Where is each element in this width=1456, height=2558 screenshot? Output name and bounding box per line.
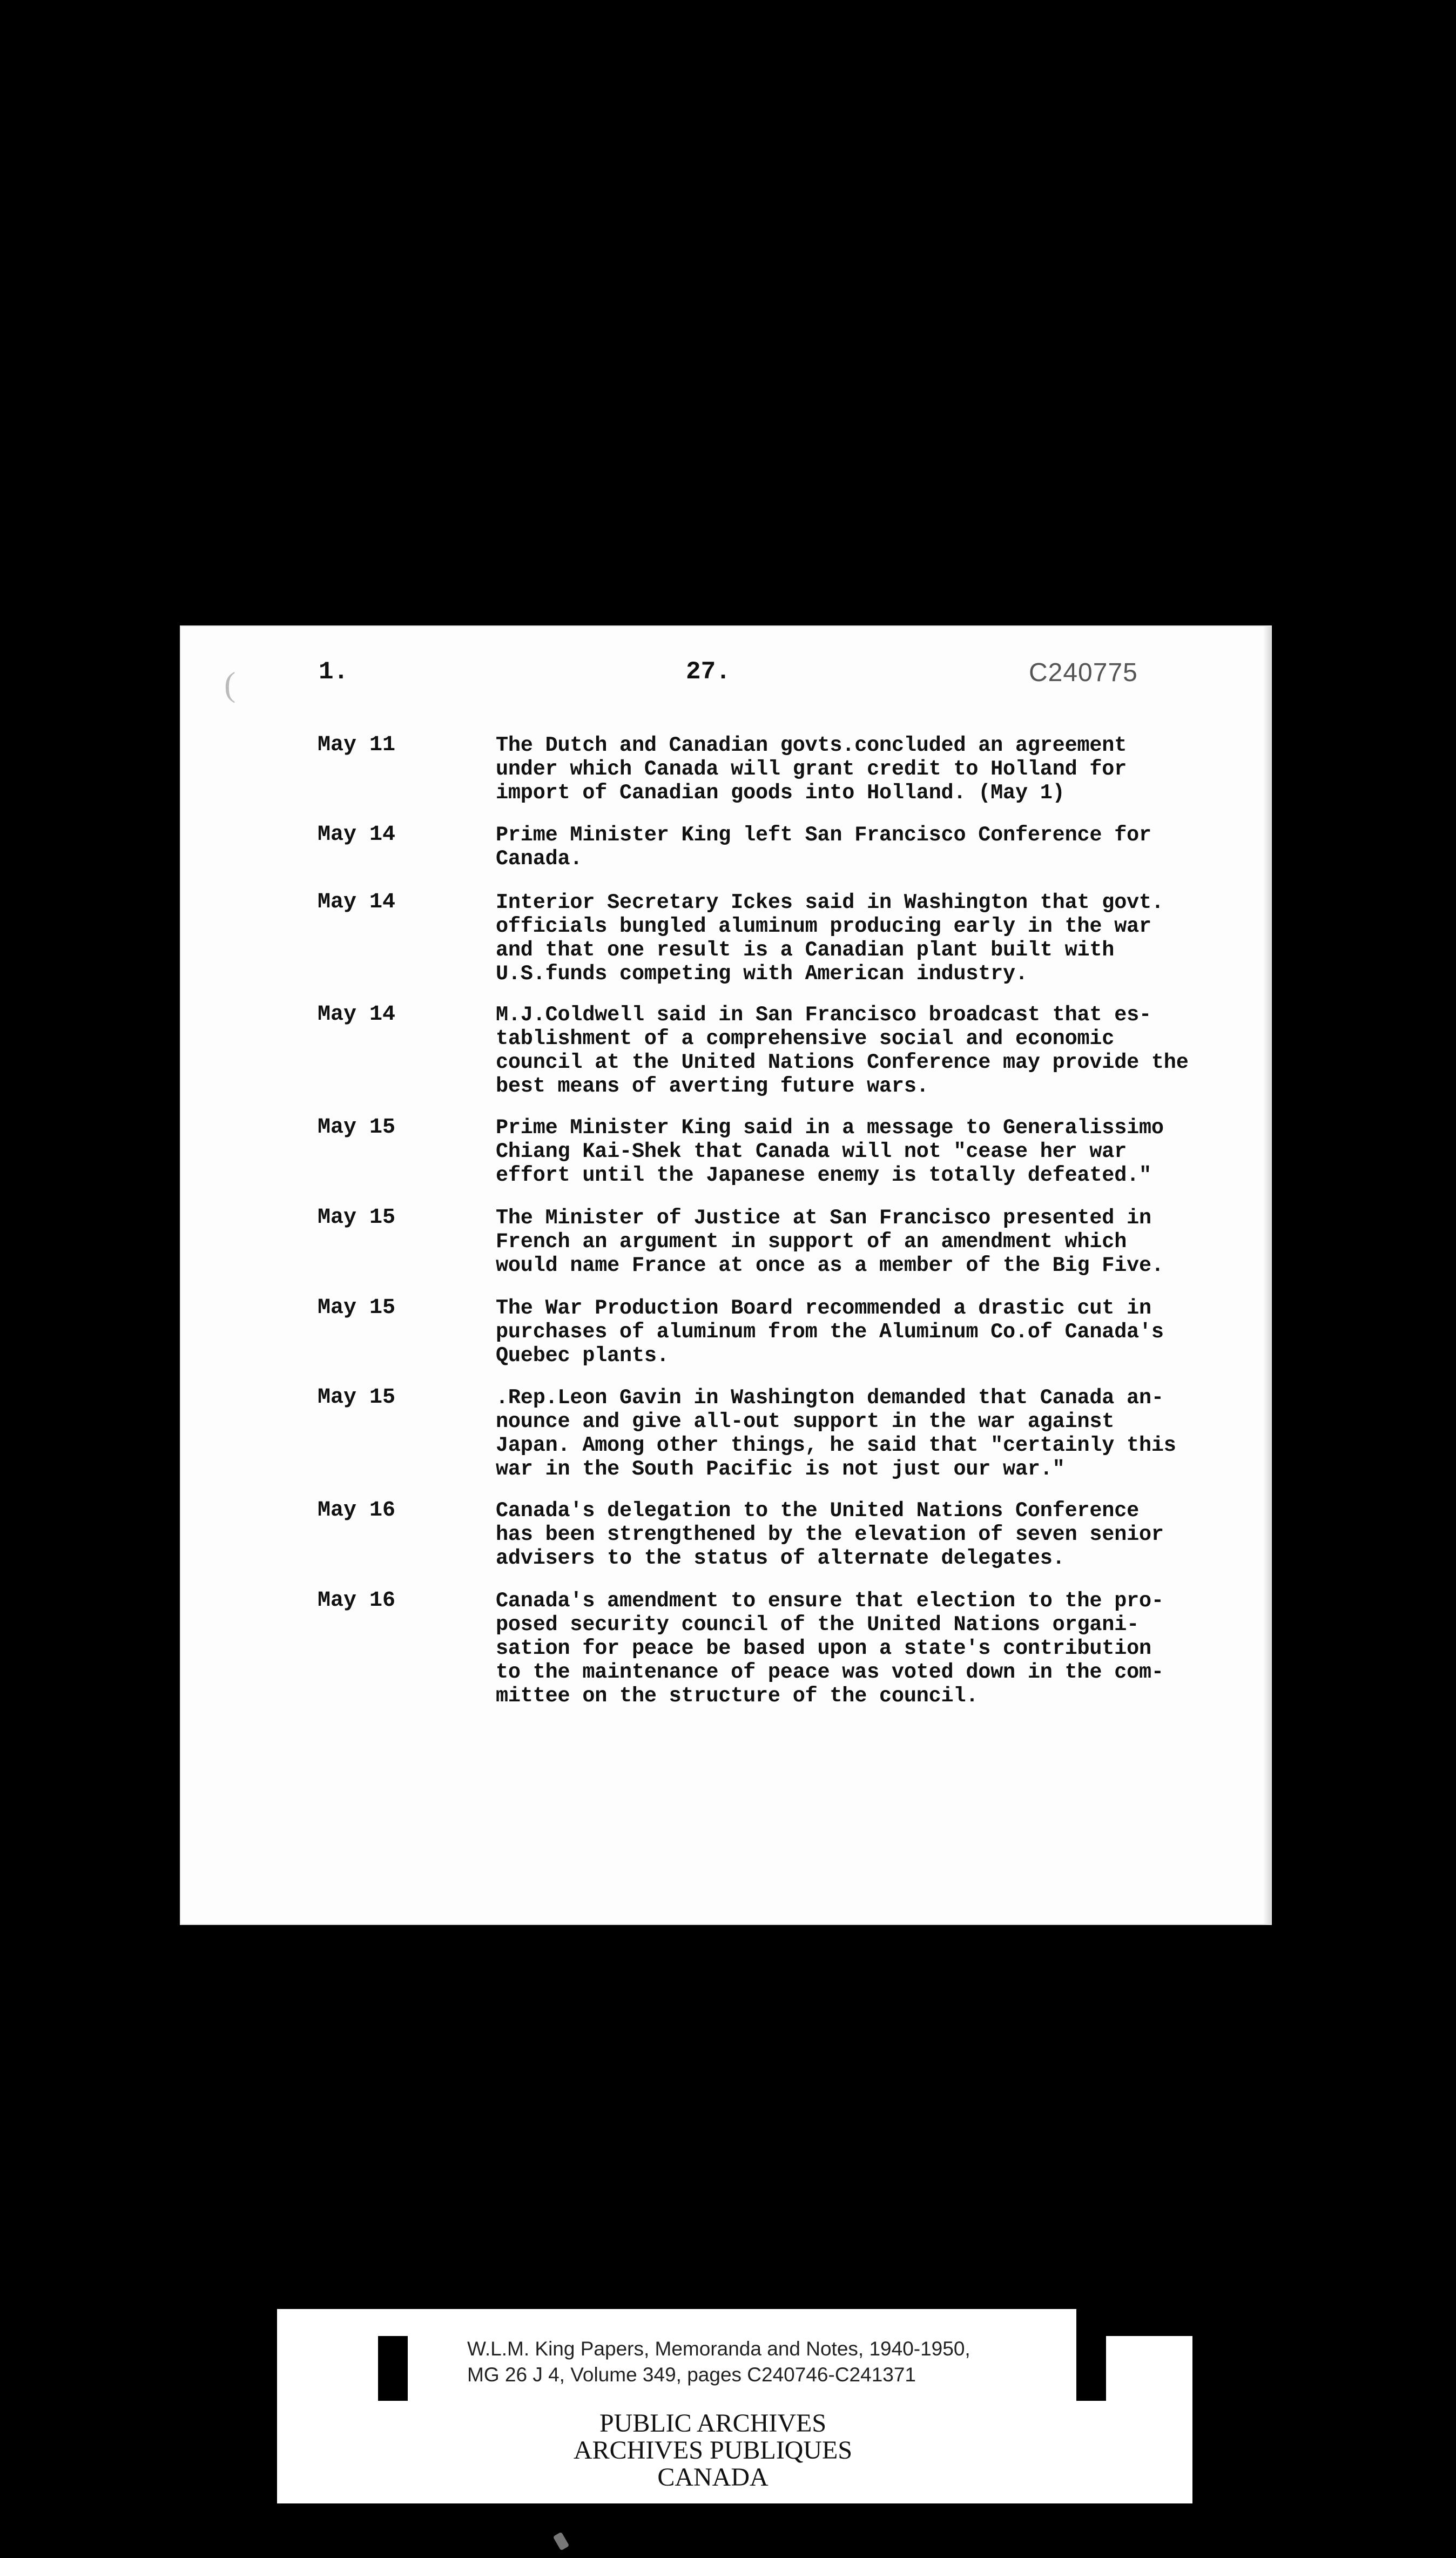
chronology-entry [318,733,1268,823]
chronology-entry [318,1003,1268,1116]
archive-country: CANADA [657,2463,769,2492]
entry-date: May 15 [318,1296,396,1320]
entry-date: May 15 [318,1206,396,1230]
chronology-entry [318,1296,1268,1386]
chronology-entry [318,1386,1268,1499]
section-number: 1. [319,658,349,686]
chronology-entry [318,1206,1268,1296]
entry-text: Canada's delegation to the United Nations Conference has been strengthened by the elevation of seven senior advisers to the status of alternate delegates. [496,1499,1164,1570]
entry-text: The Dutch and Canadian govts.concluded an agreement under which Canada will grant credit to Holland for import of Canadian goods into Holland. (May 1) [496,733,1127,805]
document-page [181,627,1271,1924]
chronology-entry [318,1499,1268,1589]
entry-text: The Minister of Justice at San Francisco presented in French an argument in support of an amendment which would name France at once as a member of the Big Five. [496,1206,1164,1277]
entry-text: M.J.Coldwell said in San Francisco broadcast that es- tablishment of a comprehensive social and economic council at the United Nations Conference may provide the best means of averting future wars. [496,1003,1189,1098]
archive-reference-number: C240775 [1029,658,1138,687]
archive-name-english: PUBLIC ARCHIVES [599,2409,827,2438]
entry-text: The War Production Board recommended a drastic cut in purchases of aluminum from the Aluminum Co.of Canada's Quebec plants. [496,1296,1164,1368]
archive-citation: W.L.M. King Papers, Memoranda and Notes, 1940-1950, MG 26 J 4, Volume 349, pages C240746-C241371 [467,2338,970,2386]
entry-date: May 16 [318,1498,396,1523]
entry-date: May 14 [318,823,396,847]
label-notch-left [378,2336,408,2401]
chronology-entry [318,891,1268,1003]
chronology-entry [318,823,1268,891]
entry-text: Prime Minister King left San Francisco Conference for Canada. [496,823,1151,871]
entry-date: May 16 [318,1588,396,1613]
chronology-entry [318,1116,1268,1206]
entry-date: May 15 [318,1115,396,1140]
entry-text: .Rep.Leon Gavin in Washington demanded that Canada an- nounce and give all-out support in the war against Japan. Among other things, he said that "certainly this war in the South Pacific is not just our war." [496,1386,1176,1481]
chronology-list [318,733,1268,1713]
chronology-entry [318,1589,1268,1713]
entry-text: Canada's amendment to ensure that election to the pro- posed security council of the United Nations organi- sation for peace be based upon a state's contribution to the maintenance of peace was voted down in the com- mittee on the structure of the council. [496,1589,1164,1708]
margin-mark: ( [224,665,236,703]
label-notch-right [1076,2336,1106,2401]
entry-text: Prime Minister King said in a message to Generalissimo Chiang Kai-Shek that Canada will not "cease her war effort until the Japanese enemy is totally defeated." [496,1116,1164,1187]
film-speck [553,2532,570,2551]
page-number: 27. [686,658,731,686]
entry-text: Interior Secretary Ickes said in Washington that govt. officials bungled aluminum producing early in the war and that one result is a Canadian plant built with U.S.funds competing with American industry. [496,891,1164,986]
archive-institution [486,2410,940,2491]
archive-name-french: ARCHIVES PUBLIQUES [573,2436,853,2465]
entry-date: May 14 [318,890,396,914]
entry-date: May 15 [318,1385,396,1410]
entry-date: May 11 [318,733,396,757]
entry-date: May 14 [318,1002,396,1027]
